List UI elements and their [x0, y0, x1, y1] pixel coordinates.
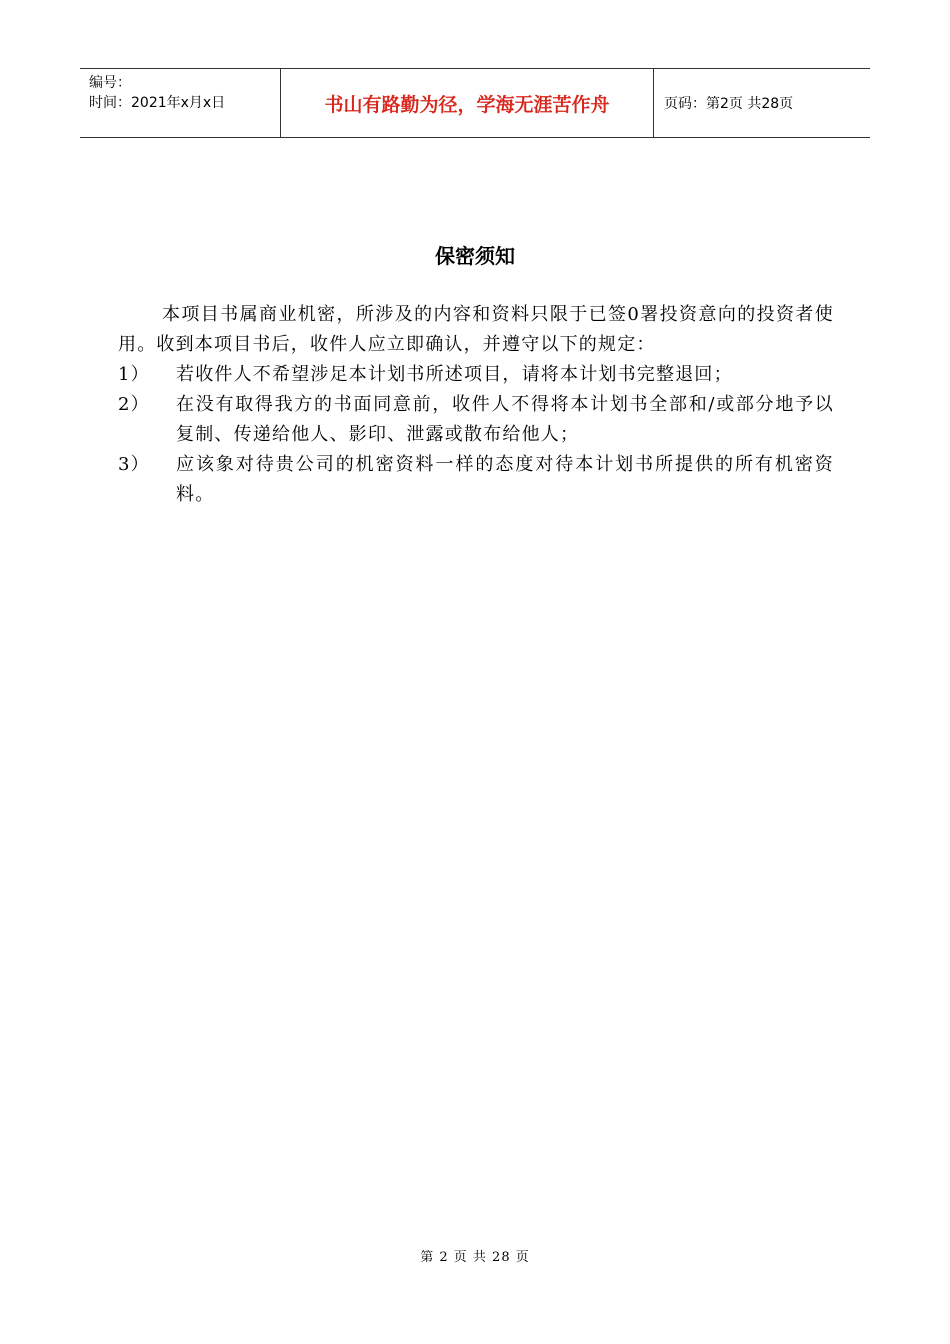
- page-title: 保密须知: [435, 244, 515, 268]
- header-table: [80, 68, 870, 138]
- item-text: 在没有取得我方的书面同意前，收件人不得将本计划书全部和/或部分地予以复制、传递给他人、影印、泄露或散布给他人；: [176, 394, 834, 445]
- time-label: 时间：2021年x月x日: [89, 95, 226, 111]
- page-info: 页码：第2页 共28页: [664, 96, 794, 112]
- list-item: [118, 360, 834, 390]
- item-number: 1）: [118, 364, 150, 385]
- intro-paragraph: 本项目书属商业机密，所涉及的内容和资料只限于已签0署投资意向的投资者使用。收到本项目书后，收件人应立即确认，并遵守以下的规定：: [118, 304, 834, 355]
- item-number: 2）: [118, 394, 150, 415]
- item-text: 若收件人不希望涉足本计划书所述项目，请将本计划书完整退回；: [176, 364, 733, 385]
- list-item: [118, 390, 834, 450]
- header-meta-cell: [80, 69, 281, 137]
- document-body: [118, 300, 834, 510]
- item-number: 3）: [118, 454, 150, 475]
- item-text: 应该象对待贵公司的机密资料一样的态度对待本计划书所提供的所有机密资料。: [176, 454, 834, 505]
- number-label: 编号：: [89, 75, 131, 91]
- page-footer: 第 2 页 共 28 页: [420, 1250, 530, 1265]
- motto: 书山有路勤为径，学海无涯苦作舟: [281, 69, 654, 137]
- list-item: [118, 450, 834, 510]
